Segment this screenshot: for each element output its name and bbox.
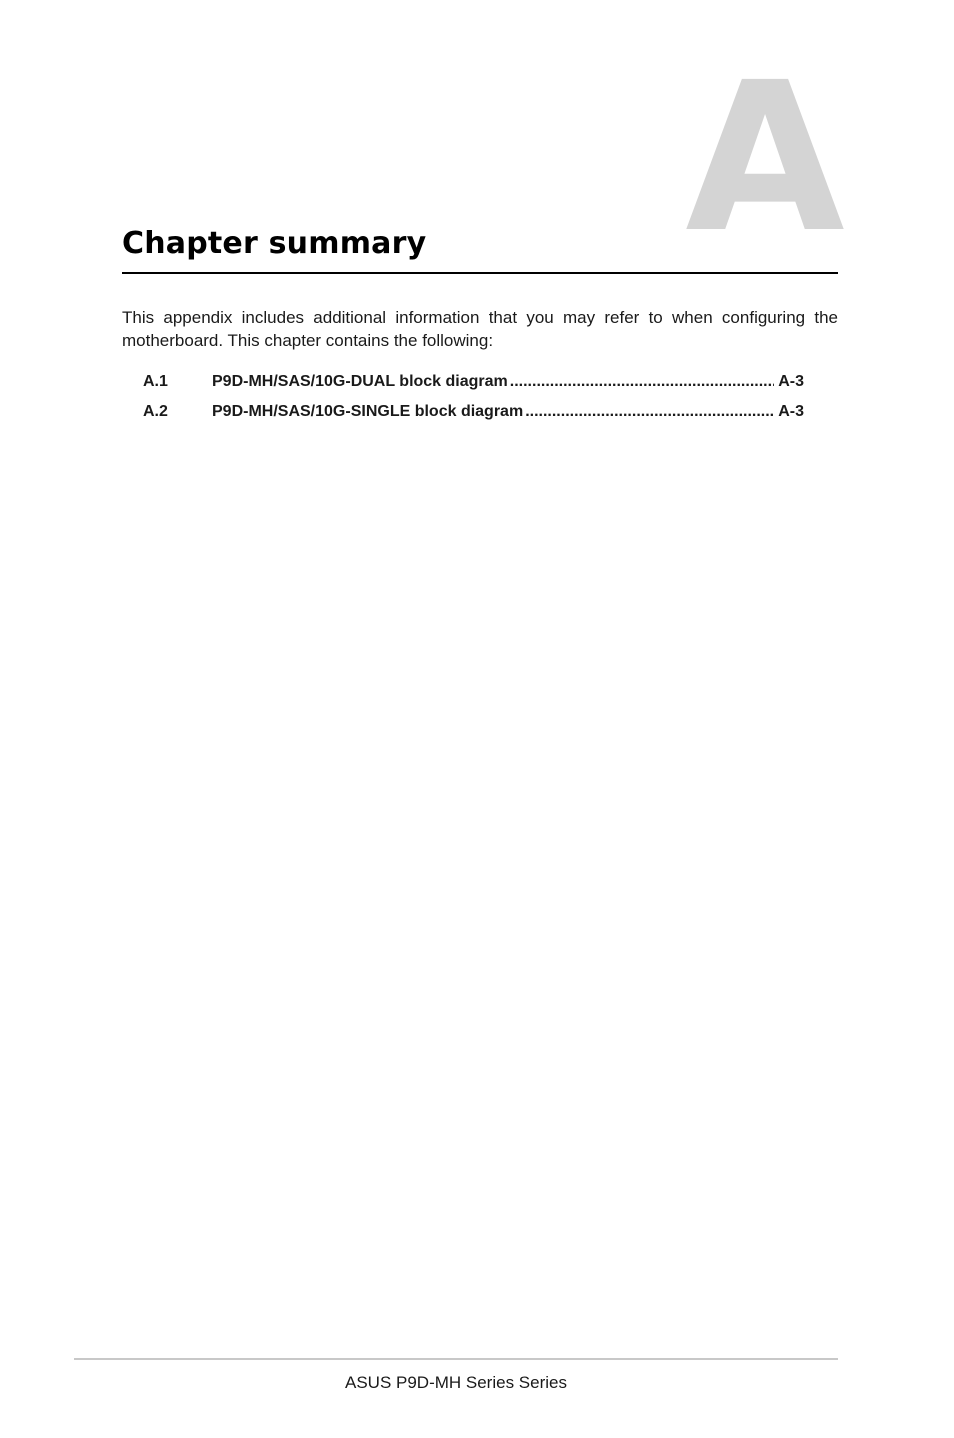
toc-item-title: P9D-MH/SAS/10G-DUAL block diagram: [212, 373, 508, 390]
chapter-title: Chapter summary: [122, 226, 427, 261]
toc-dot-leader: [510, 370, 774, 394]
intro-paragraph: This appendix includes additional information that you may refer to when configuring the motherboard. This chapter contains the following:: [122, 308, 838, 350]
table-of-contents: [143, 370, 804, 430]
footer-divider: [74, 1358, 838, 1360]
toc-item-a2[interactable]: [143, 400, 804, 430]
toc-item-number: A.2: [143, 403, 168, 420]
title-divider: [122, 272, 838, 274]
toc-item-page: A-3: [778, 403, 804, 420]
toc-item-title: P9D-MH/SAS/10G-SINGLE block diagram: [212, 403, 524, 420]
toc-item-number: A.1: [143, 373, 168, 390]
toc-dot-leader: [525, 400, 774, 424]
footer-text: ASUS P9D-MH Series Series: [344, 1373, 567, 1392]
toc-item-a1[interactable]: [143, 370, 804, 400]
toc-item-page: A-3: [778, 373, 804, 390]
chapter-letter: A: [685, 38, 845, 278]
